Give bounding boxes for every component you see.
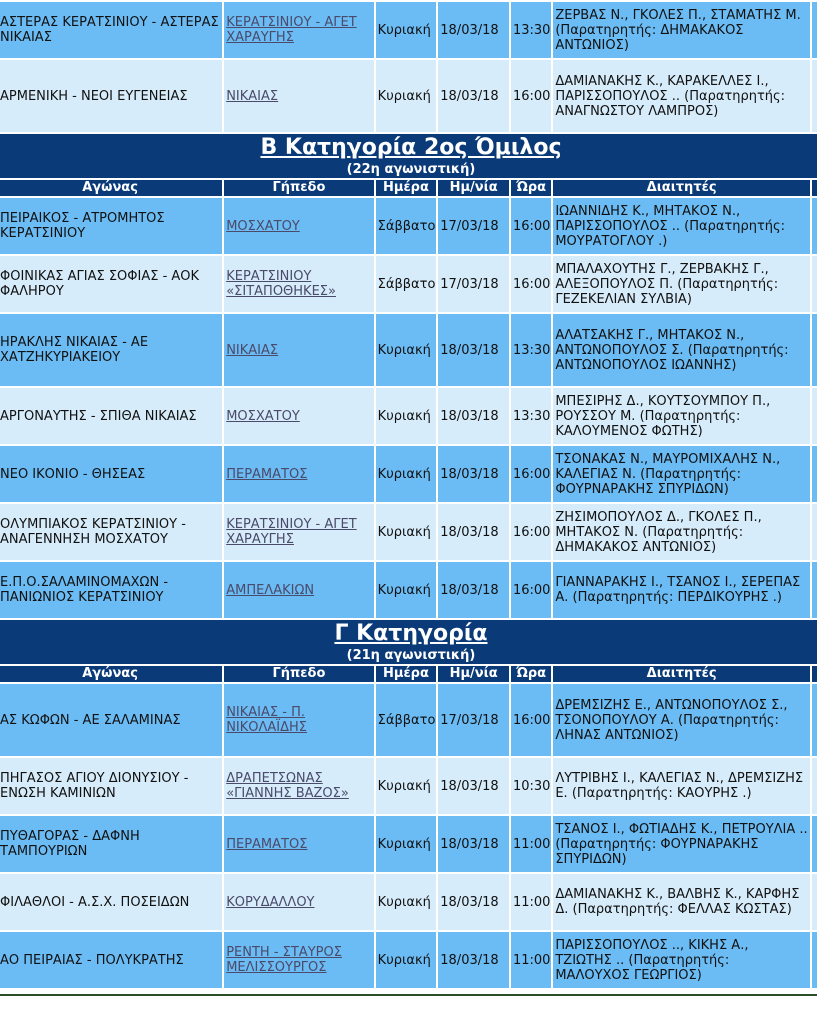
day-cell: Κυριακή xyxy=(376,874,437,930)
time-cell: 10:30 xyxy=(511,758,551,814)
edge-cell xyxy=(812,60,817,132)
match-cell: ΠΥΘΑΓΟΡΑΣ - ΔΑΦΝΗ ΤΑΜΠΟΥΡΙΩΝ xyxy=(0,816,222,872)
field-cell xyxy=(224,60,373,132)
day-cell: Κυριακή xyxy=(376,314,437,386)
referees-cell: ΠΑΡΙΣΣΟΠΟΥΛΟΣ .., ΚΙΚΗΣ Α., ΤΖΙΩΤΗΣ .. (Παρατηρητής: ΜΑΛΟΥΧΟΣ ΓΕΩΡΓΙΟΣ) xyxy=(553,932,810,988)
referees-cell: ΔΡΕΜΣΙΖΗΣ Ε., ΑΝΤΩΝΟΠΟΥΛΟΣ Σ., ΤΣΟΝΟΠΟΥΛΟΥ Α. (Παρατηρητής: ΛΗΝΑΣ ΑΝΤΩΝΙΟΣ) xyxy=(553,684,810,756)
round-label: (22η αγωνιστική) xyxy=(346,162,476,177)
bottom-border xyxy=(0,994,817,996)
round-label: (21η αγωνιστική) xyxy=(346,648,476,663)
field-cell xyxy=(224,874,373,930)
header-row xyxy=(0,180,817,196)
column-header-time: Ώρα xyxy=(511,180,551,196)
referees-cell: ΔΑΜΙΑΝΑΚΗΣ Κ., ΒΑΛΒΗΣ Κ., ΚΑΡΦΗΣ Δ. (Παρατηρητής: ΦΕΛΛΑΣ ΚΩΣΤΑΣ) xyxy=(553,874,810,930)
match-cell: ΑΟ ΠΕΙΡΑΙΑΣ - ΠΟΛΥΚΡΑΤΗΣ xyxy=(0,932,222,988)
date-cell: 17/03/18 xyxy=(438,256,509,312)
day-cell: Σάββατο xyxy=(376,198,437,254)
column-header-refs: Διαιτητές xyxy=(553,666,810,682)
match-cell: ΑΣ ΚΩΦΩΝ - ΑΕ ΣΑΛΑΜΙΝΑΣ xyxy=(0,684,222,756)
referees-cell: ΖΕΡΒΑΣ Ν., ΓΚΟΛΕΣ Π., ΣΤΑΜΑΤΗΣ Μ. (Παρατηρητής: ΔΗΜΑΚΑΚΟΣ ΑΝΤΩΝΙΟΣ) xyxy=(553,2,810,58)
table-row xyxy=(0,758,817,814)
match-cell: ΠΗΓΑΣΟΣ ΑΓΙΟΥ ΔΙΟΝΥΣΙΟΥ - ΕΝΩΣΗ ΚΑΜΙΝΙΩΝ xyxy=(0,758,222,814)
day-cell: Σάββατο xyxy=(376,684,437,756)
field-cell xyxy=(224,314,373,386)
section-title xyxy=(0,134,817,178)
match-cell: ΗΡΑΚΛΗΣ ΝΙΚΑΙΑΣ - ΑΕ ΧΑΤΖΗΚΥΡΙΑΚΕΙΟΥ xyxy=(0,314,222,386)
time-cell: 16:00 xyxy=(511,684,551,756)
column-header-refs: Διαιτητές xyxy=(553,180,810,196)
edge-cell xyxy=(812,932,817,988)
day-cell: Κυριακή xyxy=(376,60,437,132)
field-link[interactable]: ΠΕΡΑΜΑΤΟΣ xyxy=(226,466,308,482)
time-cell: 16:00 xyxy=(511,198,551,254)
field-cell xyxy=(224,446,373,502)
field-link[interactable]: ΚΕΡΑΤΣΙΝΙΟΥ «ΣΙΤΑΠΟΘΗΚΕΣ» xyxy=(226,269,336,299)
table-row xyxy=(0,198,817,254)
date-cell: 18/03/18 xyxy=(438,504,509,560)
edge-cell xyxy=(812,256,817,312)
match-cell: ΑΣΤΕΡΑΣ ΚΕΡΑΤΣΙΝΙΟΥ - ΑΣΤΕΡΑΣ ΝΙΚΑΙΑΣ xyxy=(0,2,222,58)
section-title xyxy=(0,620,817,664)
time-cell: 11:00 xyxy=(511,874,551,930)
edge-cell xyxy=(812,758,817,814)
table-row xyxy=(0,562,817,618)
time-cell: 16:00 xyxy=(511,504,551,560)
time-cell: 16:00 xyxy=(511,446,551,502)
field-cell xyxy=(224,256,373,312)
date-cell: 18/03/18 xyxy=(438,60,509,132)
referees-cell: ΛΥΤΡΙΒΗΣ Ι., ΚΑΛΕΓΙΑΣ Ν., ΔΡΕΜΣΙΖΗΣ Ε. (Παρατηρητής: ΚΑΟΥΡΗΣ .) xyxy=(553,758,810,814)
day-cell: Κυριακή xyxy=(376,446,437,502)
field-link[interactable]: ΡΕΝΤΗ - ΣΤΑΥΡΟΣ ΜΕΛΙΣΣΟΥΡΓΟΣ xyxy=(226,945,342,975)
table-row xyxy=(0,504,817,560)
day-cell: Κυριακή xyxy=(376,504,437,560)
date-cell: 17/03/18 xyxy=(438,684,509,756)
field-cell xyxy=(224,2,373,58)
date-cell: 18/03/18 xyxy=(438,816,509,872)
time-cell: 11:00 xyxy=(511,816,551,872)
date-cell: 18/03/18 xyxy=(438,932,509,988)
edge-cell xyxy=(812,816,817,872)
date-cell: 18/03/18 xyxy=(438,874,509,930)
table-row xyxy=(0,816,817,872)
edge-cell xyxy=(812,446,817,502)
date-cell: 18/03/18 xyxy=(438,758,509,814)
column-header-date: Ημ/νία xyxy=(438,180,509,196)
referees-cell: ΖΗΣΙΜΟΠΟΥΛΟΣ Δ., ΓΚΟΛΕΣ Π., ΜΗΤΑΚΟΣ Ν. (Παρατηρητής: ΔΗΜΑΚΑΚΟΣ ΑΝΤΩΝΙΟΣ) xyxy=(553,504,810,560)
table-row xyxy=(0,2,817,58)
match-cell: ΝΕΟ ΙΚΟΝΙΟ - ΘΗΣΕΑΣ xyxy=(0,446,222,502)
table-row xyxy=(0,446,817,502)
section-title-row xyxy=(0,134,817,178)
field-cell xyxy=(224,816,373,872)
table-row xyxy=(0,874,817,930)
date-cell: 18/03/18 xyxy=(438,562,509,618)
referees-cell: ΜΠΑΛΑΧΟΥΤΗΣ Γ., ΖΕΡΒΑΚΗΣ Γ., ΑΛΕΞΟΠΟΥΛΟΣ Π. (Παρατηρητής: ΓΕΖΕΚΕΛΙΑΝ ΣΥΛΒΙΑ) xyxy=(553,256,810,312)
day-cell: Κυριακή xyxy=(376,388,437,444)
field-cell xyxy=(224,562,373,618)
field-link[interactable]: ΜΟΣΧΑΤΟΥ xyxy=(226,408,300,424)
table-row xyxy=(0,684,817,756)
column-header-edge xyxy=(812,180,817,196)
match-cell: ΟΛΥΜΠΙΑΚΟΣ ΚΕΡΑΤΣΙΝΙΟΥ - ΑΝΑΓΕΝΝΗΣΗ ΜΟΣΧΑΤΟΥ xyxy=(0,504,222,560)
column-header-time: Ώρα xyxy=(511,666,551,682)
time-cell: 13:30 xyxy=(511,2,551,58)
day-cell: Κυριακή xyxy=(376,758,437,814)
date-cell: 17/03/18 xyxy=(438,198,509,254)
category-title[interactable]: Β Κατηγορία 2ος Όμιλος xyxy=(260,135,562,160)
field-link[interactable]: ΔΡΑΠΕΤΣΩΝΑΣ «ΓΙΑΝΝΗΣ ΒΑΖΟΣ» xyxy=(226,771,349,801)
match-cell: ΑΡΜΕΝΙΚΗ - ΝΕΟΙ ΕΥΓΕΝΕΙΑΣ xyxy=(0,60,222,132)
field-cell xyxy=(224,684,373,756)
column-header-field: Γήπεδο xyxy=(224,666,373,682)
field-cell xyxy=(224,198,373,254)
date-cell: 18/03/18 xyxy=(438,314,509,386)
field-cell xyxy=(224,504,373,560)
field-link[interactable]: ΝΙΚΑΙΑΣ xyxy=(226,342,279,358)
field-link[interactable]: ΚΟΡΥΔΑΛΛΟΥ xyxy=(226,894,315,910)
match-cell: Ε.Π.Ο.ΣΑΛΑΜΙΝΟΜΑΧΩΝ - ΠΑΝΙΩΝΙΟΣ ΚΕΡΑΤΣΙΝΙΟΥ xyxy=(0,562,222,618)
day-cell: Σάββατο xyxy=(376,256,437,312)
table-row xyxy=(0,60,817,132)
header-row xyxy=(0,666,817,682)
day-cell: Κυριακή xyxy=(376,562,437,618)
field-cell xyxy=(224,758,373,814)
time-cell: 13:30 xyxy=(511,388,551,444)
field-cell xyxy=(224,388,373,444)
field-link[interactable]: ΜΟΣΧΑΤΟΥ xyxy=(226,218,300,234)
referees-cell: ΙΩΑΝΝΙΔΗΣ Κ., ΜΗΤΑΚΟΣ Ν., ΠΑΡΙΣΣΟΠΟΥΛΟΣ .. (Παρατηρητής: ΜΟΥΡΑΤΟΓΛΟΥ .) xyxy=(553,198,810,254)
time-cell: 16:00 xyxy=(511,562,551,618)
referees-cell: ΤΣΟΝΑΚΑΣ Ν., ΜΑΥΡΟΜΙΧΑΛΗΣ Ν., ΚΑΛΕΓΙΑΣ Ν. (Παρατηρητής: ΦΟΥΡΝΑΡΑΚΗΣ ΣΠΥΡΙΔΩΝ) xyxy=(553,446,810,502)
category-title[interactable]: Γ Κατηγορία xyxy=(334,621,488,646)
column-header-day: Ημέρα xyxy=(376,180,437,196)
time-cell: 11:00 xyxy=(511,932,551,988)
field-link[interactable]: ΑΜΠΕΛΑΚΙΩΝ xyxy=(226,582,315,598)
table-row xyxy=(0,256,817,312)
day-cell: Κυριακή xyxy=(376,816,437,872)
match-cell: ΠΕΙΡΑΙΚΟΣ - ΑΤΡΟΜΗΤΟΣ ΚΕΡΑΤΣΙΝΙΟΥ xyxy=(0,198,222,254)
section-title-row xyxy=(0,620,817,664)
day-cell: Κυριακή xyxy=(376,932,437,988)
column-header-match: Αγώνας xyxy=(0,666,222,682)
match-cell: ΦΙΛΑΘΛΟΙ - Α.Σ.Χ. ΠΟΣΕΙΔΩΝ xyxy=(0,874,222,930)
field-link[interactable]: ΚΕΡΑΤΣΙΝΙΟΥ - ΑΓΕΤ ΧΑΡΑΥΓΗΣ xyxy=(226,15,357,45)
edge-cell xyxy=(812,314,817,386)
field-link[interactable]: ΚΕΡΑΤΣΙΝΙΟΥ - ΑΓΕΤ ΧΑΡΑΥΓΗΣ xyxy=(226,517,357,547)
match-cell: ΑΡΓΟΝΑΥΤΗΣ - ΣΠΙΘΑ ΝΙΚΑΙΑΣ xyxy=(0,388,222,444)
referees-cell: ΤΣΑΝΟΣ Ι., ΦΩΤΙΑΔΗΣ Κ., ΠΕΤΡΟΥΛΙΑ .. (Παρατηρητής: ΦΟΥΡΝΑΡΑΚΗΣ ΣΠΥΡΙΔΩΝ) xyxy=(553,816,810,872)
time-cell: 13:30 xyxy=(511,314,551,386)
table-row xyxy=(0,932,817,988)
edge-cell xyxy=(812,874,817,930)
field-cell xyxy=(224,932,373,988)
field-link[interactable]: ΝΙΚΑΙΑΣ xyxy=(226,88,279,104)
column-header-field: Γήπεδο xyxy=(224,180,373,196)
column-header-edge xyxy=(812,666,817,682)
match-cell: ΦΟΙΝΙΚΑΣ ΑΓΙΑΣ ΣΟΦΙΑΣ - ΑΟΚ ΦΑΛΗΡΟΥ xyxy=(0,256,222,312)
referees-cell: ΓΙΑΝΝΑΡΑΚΗΣ Ι., ΤΣΑΝΟΣ Ι., ΣΕΡΕΠΑΣ Α. (Παρατηρητής: ΠΕΡΔΙΚΟΥΡΗΣ .) xyxy=(553,562,810,618)
edge-cell xyxy=(812,388,817,444)
column-header-day: Ημέρα xyxy=(376,666,437,682)
table-row xyxy=(0,388,817,444)
edge-cell xyxy=(812,2,817,58)
date-cell: 18/03/18 xyxy=(438,388,509,444)
time-cell: 16:00 xyxy=(511,60,551,132)
table-row xyxy=(0,314,817,386)
column-header-match: Αγώνας xyxy=(0,180,222,196)
field-link[interactable]: ΝΙΚΑΙΑΣ - Π. ΝΙΚΟΛΑΪΔΗΣ xyxy=(226,705,308,735)
date-cell: 18/03/18 xyxy=(438,446,509,502)
referees-cell: ΑΛΑΤΣΑΚΗΣ Γ., ΜΗΤΑΚΟΣ Ν., ΑΝΤΩΝΟΠΟΥΛΟΣ Σ. (Παρατηρητής: ΑΝΤΩΝΟΠΟΥΛΟΣ ΙΩΑΝΝΗΣ) xyxy=(553,314,810,386)
referees-cell: ΔΑΜΙΑΝΑΚΗΣ Κ., ΚΑΡΑΚΕΛΛΕΣ Ι., ΠΑΡΙΣΣΟΠΟΥΛΟΣ .. (Παρατηρητής: ΑΝΑΓΝΩΣΤΟΥ ΛΑΜΠΡΟΣ) xyxy=(553,60,810,132)
edge-cell xyxy=(812,684,817,756)
time-cell: 16:00 xyxy=(511,256,551,312)
day-cell: Κυριακή xyxy=(376,2,437,58)
edge-cell xyxy=(812,198,817,254)
referees-cell: ΜΠΕΣΙΡΗΣ Δ., ΚΟΥΤΣΟΥΜΠΟΥ Π., ΡΟΥΣΣΟΥ Μ. (Παρατηρητής: ΚΑΛΟΥΜΕΝΟΣ ΦΩΤΗΣ) xyxy=(553,388,810,444)
edge-cell xyxy=(812,562,817,618)
date-cell: 18/03/18 xyxy=(438,2,509,58)
field-link[interactable]: ΠΕΡΑΜΑΤΟΣ xyxy=(226,836,308,852)
column-header-date: Ημ/νία xyxy=(438,666,509,682)
edge-cell xyxy=(812,504,817,560)
